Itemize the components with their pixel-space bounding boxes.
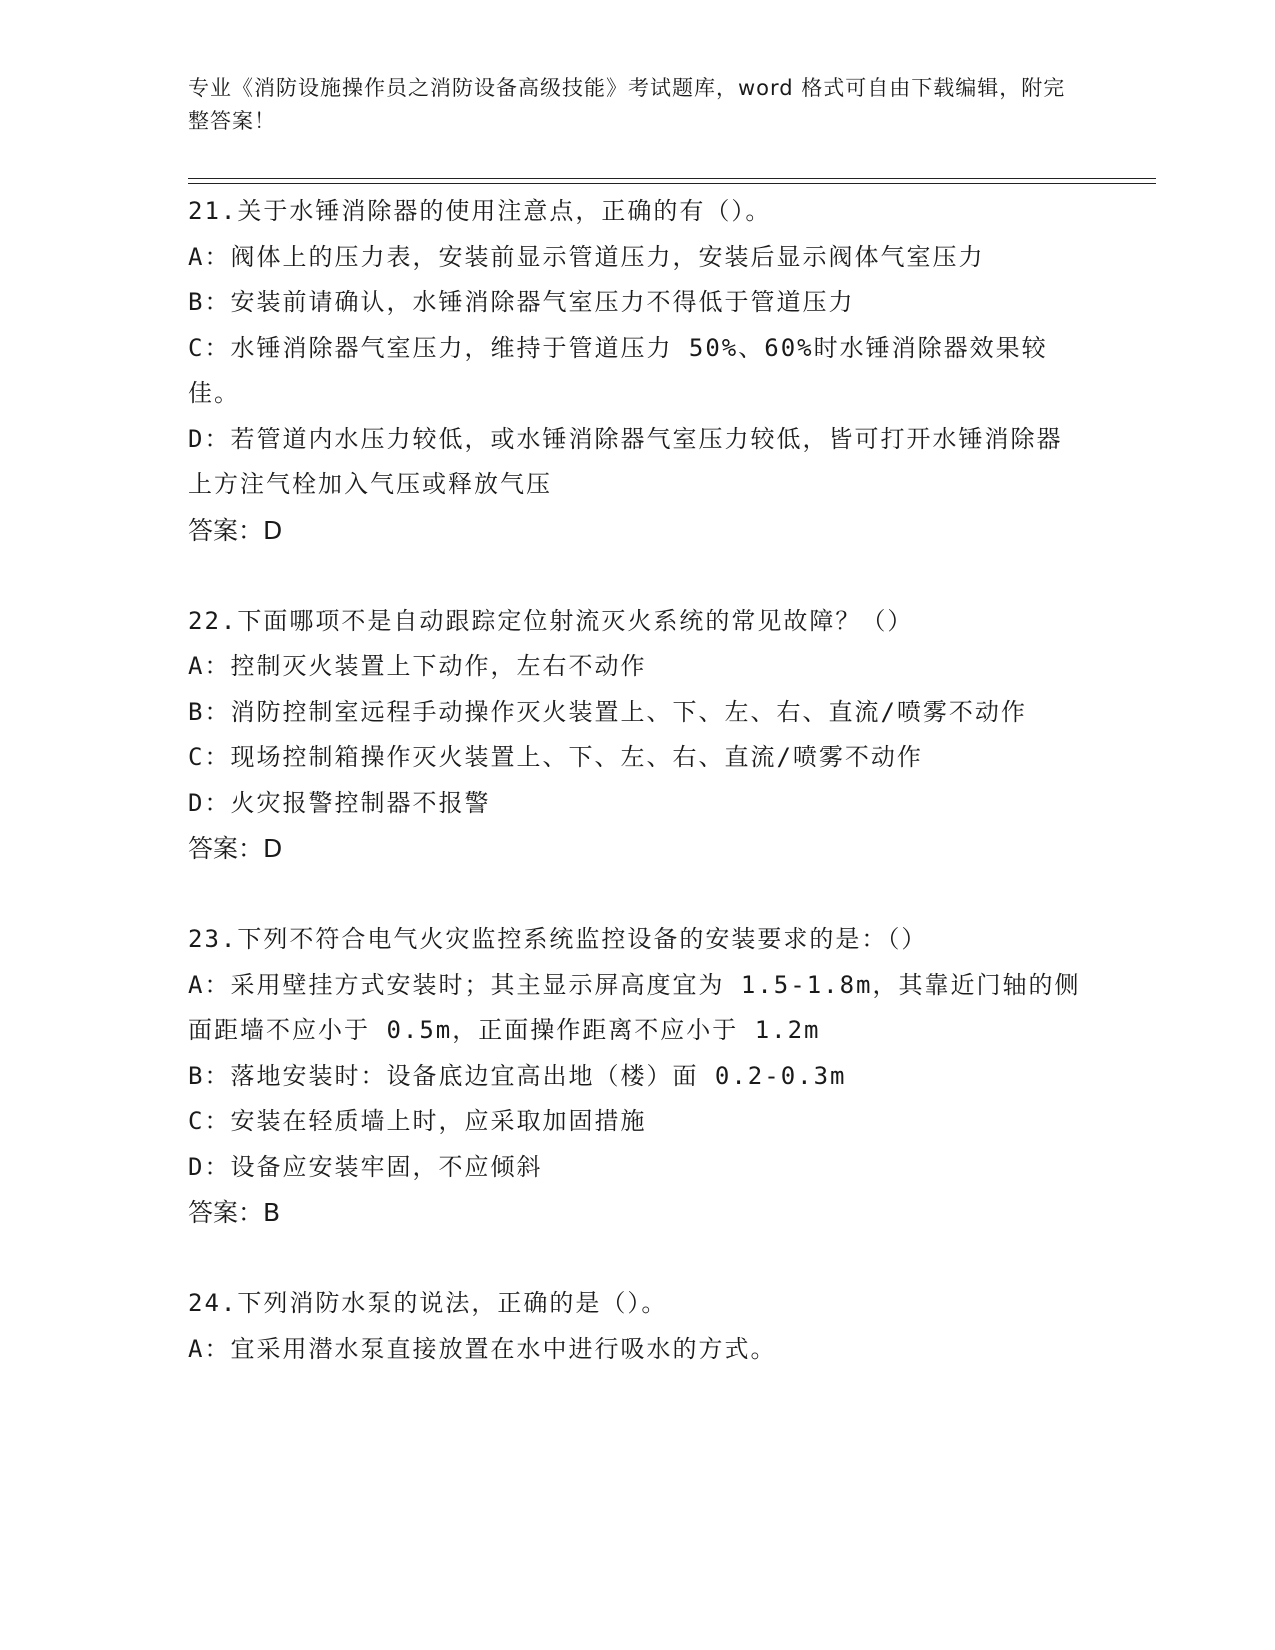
option-a: A：采用壁挂方式安装时；其主显示屏高度宜为 1.5-1.8m，其靠近门轴的侧面距墙不应小于 0.5m，正面操作距离不应小于 1.2m — [188, 970, 1081, 1044]
document-intro: 专业《消防设施操作员之消防设备高级技能》考试题库，word 格式可自由下载编辑，附完整答案！ — [188, 76, 1066, 133]
header-divider-bottom — [188, 183, 1156, 184]
option-d: D：设备应安装牢固，不应倾斜 — [188, 1152, 543, 1181]
option-a: A：控制灭火装置上下动作，左右不动作 — [188, 652, 647, 680]
question-24 — [188, 1281, 1088, 1372]
question-23 — [188, 917, 1088, 1235]
question-stem: 23.下列不符合电气火灾监控系统监控设备的安装要求的是：（） — [188, 925, 928, 953]
option-a: A：宜采用潜水泵直接放置在水中进行吸水的方式。 — [188, 1334, 777, 1363]
question-spacer — [188, 553, 1088, 599]
option-d: D：若管道内水压力较低，或水锤消除器气室压力较低，皆可打开水锤消除器上方注气栓加入气压或释放气压 — [188, 424, 1063, 498]
answer-label: 答案：B — [188, 1198, 281, 1227]
question-21 — [188, 189, 1088, 553]
option-a: A：阀体上的压力表，安装前显示管道压力，安装后显示阀体气室压力 — [188, 242, 985, 271]
question-list — [188, 189, 1088, 1372]
option-c: C：水锤消除器气室压力，维持于管道压力 50%、60%时水锤消除器效果较佳。 — [188, 333, 1048, 407]
question-stem: 24.下列消防水泵的说法，正确的是（）。 — [188, 1289, 668, 1317]
question-22 — [188, 599, 1088, 872]
option-c: C：安装在轻质墙上时，应采取加固措施 — [188, 1107, 647, 1135]
question-stem: 22.下面哪项不是自动跟踪定位射流灭火系统的常见故障？（） — [188, 606, 914, 635]
question-spacer — [188, 1235, 1088, 1281]
option-d: D：火灾报警控制器不报警 — [188, 788, 491, 817]
header-divider-top — [188, 178, 1156, 179]
answer-label: 答案：D — [188, 515, 283, 545]
question-spacer — [188, 871, 1088, 917]
question-stem: 21.关于水锤消除器的使用注意点，正确的有（）。 — [188, 197, 772, 225]
option-b: B：消防控制室远程手动操作灭火装置上、下、左、右、直流/喷雾不动作 — [188, 697, 1027, 726]
option-b: B：落地安装时：设备底边宜高出地（楼）面 0.2-0.3m — [188, 1061, 847, 1090]
option-c: C：现场控制箱操作灭火装置上、下、左、右、直流/喷雾不动作 — [188, 743, 923, 771]
option-b: B：安装前请确认，水锤消除器气室压力不得低于管道压力 — [188, 288, 855, 316]
answer-label: 答案：D — [188, 834, 283, 863]
